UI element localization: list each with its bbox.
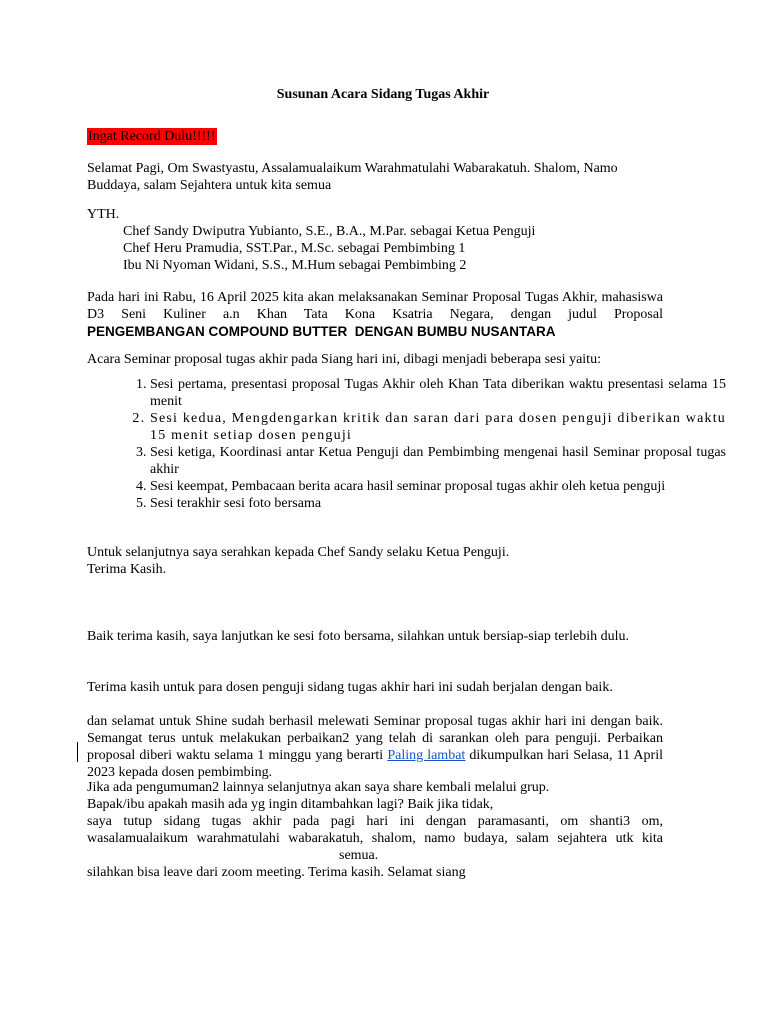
thanks-line: Terima Kasih. <box>87 562 167 577</box>
record-reminder: Ingat Record Dulu!!!!! <box>88 129 216 144</box>
session-item: 5. Sesi terakhir sesi foto bersama <box>150 495 726 512</box>
handover-line: Untuk selanjutnya saya serahkan kepada Chef Sandy selaku Ketua Penguji. <box>87 545 510 560</box>
leave-meeting-line: silahkan bisa leave dari zoom meeting. Terima kasih. Selamat siang <box>87 865 466 880</box>
document-title: Susunan Acara Sidang Tugas Akhir <box>276 87 490 102</box>
greeting-paragraph: Selamat Pagi, Om Swastyastu, Assalamualaikum Warahmatulahi Wabarakatuh. Shalom, Namo Buddaya, salam Sejahtera untuk kita semua <box>87 161 618 193</box>
announcement-line: Jika ada pengumuman2 lainnya selanjutnya akan saya share kembali melalui grup. <box>87 780 550 795</box>
farewell-end: semua. <box>339 848 379 863</box>
sessions-intro: Acara Seminar proposal tugas akhir pada Siang hari ini, dibagi menjadi beberapa sesi yaitu: <box>87 352 601 367</box>
sessions-list <box>87 376 726 512</box>
session-item: 3. Sesi ketiga, Koordinasi antar Ketua Penguji dan Pembimbing mengenai hasil Seminar proposal tugas akhir <box>150 444 726 478</box>
farewell-text: saya tutup sidang tugas akhir pada pagi hari ini dengan paramasanti, om shanti3 om, wasalamualaikum warahmatulahi wabarakatuh, shalom, namo budaya, salam sejahtera utk kita <box>87 814 663 846</box>
paling-lambat-link[interactable]: Paling lambat <box>387 748 466 763</box>
session-item: 4. Sesi keempat, Pembacaan berita acara hasil seminar proposal tugas akhir oleh ketua penguji <box>150 478 726 495</box>
proposal-title: PENGEMBANGAN COMPOUND BUTTER DENGAN BUMBU NUSANTARA <box>87 324 556 339</box>
congratulations-paragraph <box>87 713 663 781</box>
closing-thanks-paragraph: Terima kasih untuk para dosen penguji sidang tugas akhir hari ini sudah berjalan dengan baik. <box>87 680 613 695</box>
addressee-item: Chef Sandy Dwiputra Yubianto, S.E., B.A., M.Par. sebagai Ketua Penguji <box>123 224 536 239</box>
session-item: 2. Sesi kedua, Mengdengarkan kritik dan saran dari para dosen penguji diberikan waktu 15 menit setiap dosen penguji <box>150 410 726 444</box>
text-cursor <box>77 742 78 762</box>
addressee-item: Ibu Ni Nyoman Widani, S.S., M.Hum sebagai Pembimbing 2 <box>123 258 467 273</box>
congratulations-text: dan selamat untuk Shine sudah berhasil melewati Seminar proposal tugas akhir hari ini dengan baik. Semangat terus untuk melakukan perbaikan2 yang telah di sarankan oleh para penguji. Perbaikan proposal diberi waktu selama 1 minggu yang berarti <box>87 714 663 763</box>
question-line: Bapak/ibu apakah masih ada yg ingin ditambahkan lagi? Baik jika tidak, <box>87 797 494 812</box>
addressee-label: YTH. <box>87 207 120 222</box>
deadline-text: dikumpulkan hari Selasa, 11 April 2023 kepada dosen pembimbing. <box>87 748 663 780</box>
photo-session-paragraph: Baik terima kasih, saya lanjutkan ke sesi foto bersama, silahkan untuk bersiap-siap terlebih dulu. <box>87 629 629 644</box>
session-item: 1. Sesi pertama, presentasi proposal Tugas Akhir oleh Khan Tata diberikan waktu presentasi selama 15 menit <box>150 376 726 410</box>
addressee-item: Chef Heru Pramudia, SST.Par., M.Sc. sebagai Pembimbing 1 <box>123 241 466 256</box>
farewell-paragraph <box>87 813 663 864</box>
opening-paragraph: Pada hari ini Rabu, 16 April 2025 kita akan melaksanakan Seminar Proposal Tugas Akhir, mahasiswa D3 Seni Kuliner a.n Khan Tata Kona Ksatria Negara, dengan judul Proposal <box>87 290 663 322</box>
